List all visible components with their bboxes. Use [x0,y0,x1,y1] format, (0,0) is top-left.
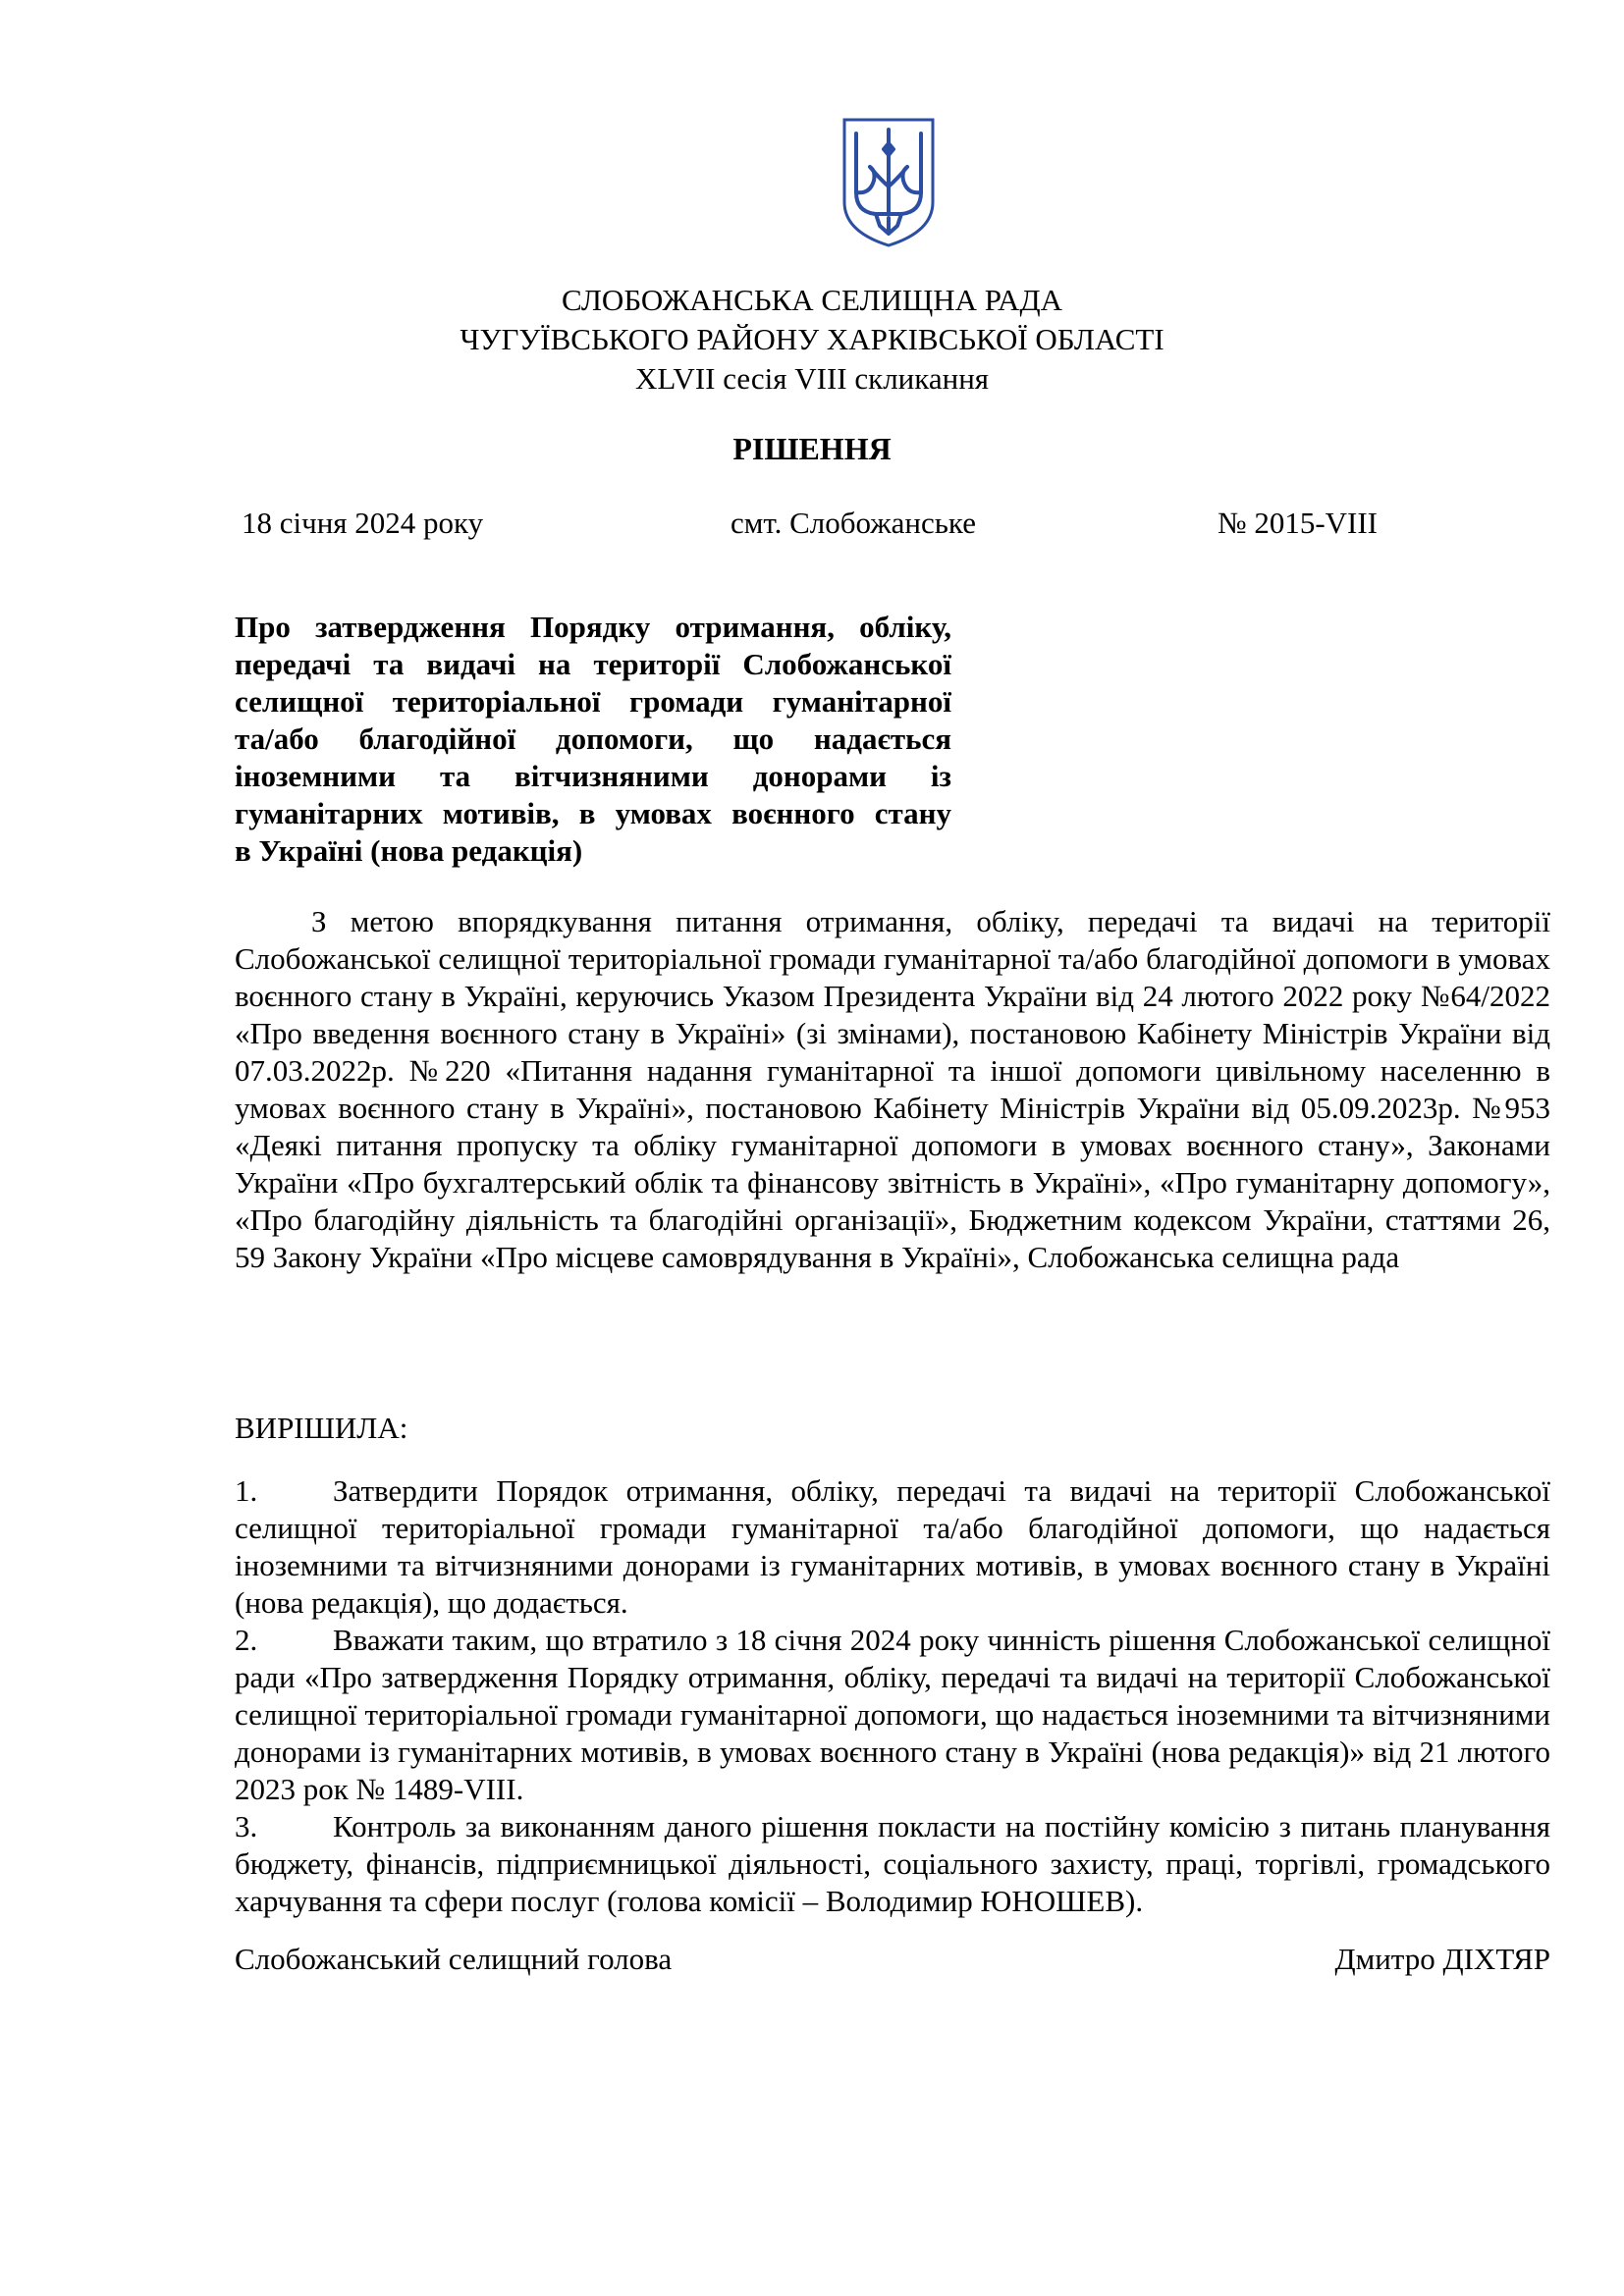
signatory-position: Слобожанський селищний голова [235,1942,673,1976]
council-header [0,281,1624,399]
decision-item [235,1622,1550,1808]
item-number: 1. [235,1473,258,1508]
subject-line: селищної територіальної громади гуманітарної [235,684,951,719]
item-number: 2. [235,1623,258,1657]
subject-line: та/або благодійної допомоги, що надається [235,721,951,756]
document-title: РІШЕННЯ [732,431,892,466]
subject-line: іноземними та вітчизняними донорами із [235,759,951,793]
item-text: Вважати таким, що втратило з 18 січня 2024 року чинність рішення Слобожанської селищної ради «Про затвердження Порядку отримання, обліку, передачі та видачі на території Слобожанської селищної територіальної громади гуманітарної допомоги, що надається іноземними та вітчизняними донорами із гуманітарних мотивів, в умовах воєнного стану в Україні (нова редакція)» від 21 лютого 2023 рок № 1489-VIII. [235,1623,1550,1806]
district-region: ЧУГУЇВСЬКОГО РАЙОНУ ХАРКІВСЬКОЇ ОБЛАСТІ [460,322,1164,356]
decision-date: 18 січня 2024 року [242,506,484,540]
preamble-paragraph: З метою впорядкування питання отримання, обліку, передачі та видачі на території Слобожанської селищної територіальної громади гуманітарної та/або благодійної допомоги в умовах воєнного стану в Україні, керуючись Указом Президента України від 24 лютого 2022 року №64/2022 «Про введення воєнного стану в Україні» (зі змінами), постановою Кабінету Міністрів України від 07.03.2022р. №220 «Питання надання гуманітарної та іншої допомоги цивільному населенню в умовах воєнного стану в Україні», постановою Кабінету Міністрів України від 05.09.2023р. №953 «Деякі питання пропуску та обліку гуманітарної допомоги в умовах воєнного стану», Законами України «Про бухгалтерський облік та фінансову звітність в Україні», «Про гуманітарну допомогу», «Про благодійну діяльність та благодійні організації», Бюджетним кодексом України, статтями 26, 59 Закону України «Про місцеве самоврядування в Україні», Слобожанська селищна рада [235,904,1550,1274]
decision-item [235,1472,1550,1622]
subject-line: гуманітарних мотивів, в умовах воєнного стану [235,796,951,830]
resolved-label: ВИРІШИЛА: [235,1411,408,1445]
signatory-name: Дмитро ДІХТЯР [1334,1942,1550,1976]
session-info: XLVII сесія VIII скликання [634,361,990,396]
subject-line: Про затвердження Порядку отримання, обліку, [235,610,951,644]
council-name: СЛОБОЖАНСЬКА СЕЛИЩНА РАДА [562,283,1062,317]
subject-line: передачі та видачі на території Слобожанської [235,647,951,681]
decision-number: № 2015-VIII [1218,506,1379,540]
decision-items [235,1472,1550,1920]
subject-line: в Україні (нова редакція) [235,833,583,868]
item-number: 3. [235,1809,258,1843]
coat-of-arms-trident-icon [840,116,937,249]
item-text: Контроль за виконанням даного рішення покласти на постійну комісію з питань планування бюджету, фінансів, підприємницької діяльності, соціального захисту, праці, торгівлі, громадського харчування та сфери послуг (голова комісії – Володимир ЮНОШЕВ). [235,1809,1550,1918]
decision-place: смт. Слобожанське [731,506,976,540]
decision-item [235,1808,1550,1920]
decision-subject [235,609,951,870]
item-text: Затвердити Порядок отримання, обліку, передачі та видачі на території Слобожанської селищної територіальної громади гуманітарної та/або благодійної допомоги, що надається іноземними та вітчизняними донорами із гуманітарних мотивів, в умовах воєнного стану в Україні (нова редакція), що додається. [235,1473,1550,1620]
